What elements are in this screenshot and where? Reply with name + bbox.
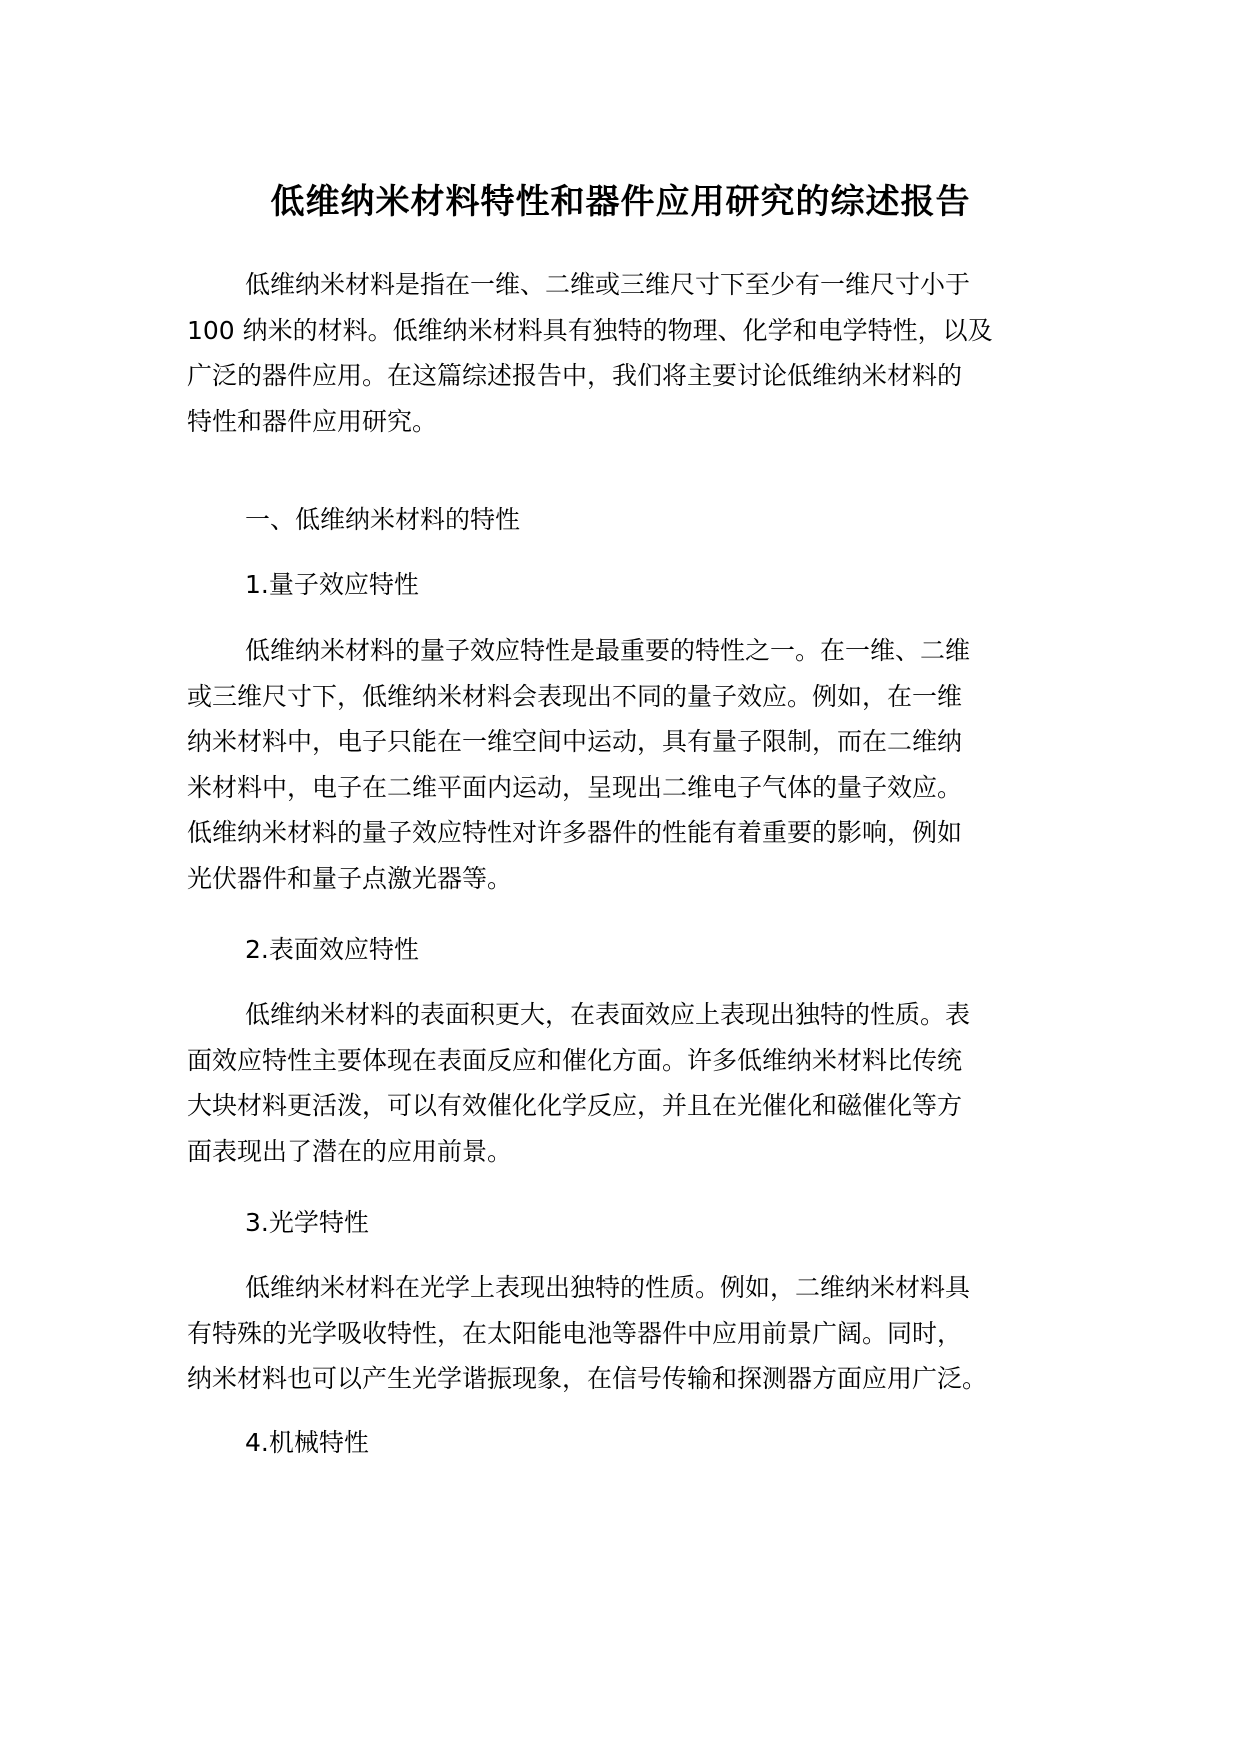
paragraph-line: 纳米材料也可以产生光学谐振现象，在信号传输和探测器方面应用广泛。 <box>187 1364 988 1393</box>
paragraph-line: 低维纳米材料是指在一维、二维或三维尺寸下至少有一维尺寸小于 <box>245 270 971 299</box>
document-title: 低维纳米材料特性和器件应用研究的综述报告 <box>270 182 971 222</box>
paragraph-line: 面效应特性主要体现在表面反应和催化方面。许多低维纳米材料比传统 <box>187 1045 963 1075</box>
paragraph-line: 低维纳米材料的量子效应特性是最重要的特性之一。在一维、二维 <box>245 636 971 665</box>
intro-paragraph <box>187 262 1067 444</box>
subsection-heading-mechanical: 4.机械特性 <box>245 1428 369 1457</box>
optical-paragraph <box>187 1265 1067 1402</box>
subsection-heading-optical: 3.光学特性 <box>245 1208 369 1237</box>
paragraph-line: 低维纳米材料的表面积更大，在表面效应上表现出独特的性质。表 <box>245 1000 971 1029</box>
paragraph-line: 特性和器件应用研究。 <box>187 406 438 436</box>
subsection-heading-surface: 2.表面效应特性 <box>245 935 419 964</box>
paragraph-line: 低维纳米材料在光学上表现出独特的性质。例如，二维纳米材料具 <box>245 1273 971 1302</box>
paragraph-line: 纳米材料中，电子只能在一维空间中运动，具有量子限制，而在二维纳 <box>187 727 963 756</box>
paragraph-line: 面表现出了潜在的应用前景。 <box>187 1136 513 1166</box>
paragraph-line: 米材料中，电子在二维平面内运动，呈现出二维电子气体的量子效应。 <box>187 772 963 802</box>
paragraph-line: 或三维尺寸下，低维纳米材料会表现出不同的量子效应。例如，在一维 <box>187 681 963 711</box>
paragraph-line: 光伏器件和量子点激光器等。 <box>187 863 513 893</box>
surface-paragraph <box>187 992 1067 1174</box>
paragraph-line: 低维纳米材料的量子效应特性对许多器件的性能有着重要的影响，例如 <box>187 818 963 847</box>
section-heading: 一、低维纳米材料的特性 <box>245 505 521 534</box>
paragraph-line: 有特殊的光学吸收特性，在太阳能电池等器件中应用前景广阔。同时， <box>187 1318 963 1348</box>
paragraph-line: 100 纳米的材料。低维纳米材料具有独特的物理、化学和电学特性，以及 <box>187 315 993 345</box>
quantum-paragraph <box>187 628 1067 901</box>
paragraph-line: 大块材料更活泼，可以有效催化化学反应，并且在光催化和磁催化等方 <box>187 1091 963 1120</box>
subsection-heading-quantum: 1.量子效应特性 <box>245 570 419 599</box>
paragraph-line: 广泛的器件应用。在这篇综述报告中，我们将主要讨论低维纳米材料的 <box>187 361 963 390</box>
